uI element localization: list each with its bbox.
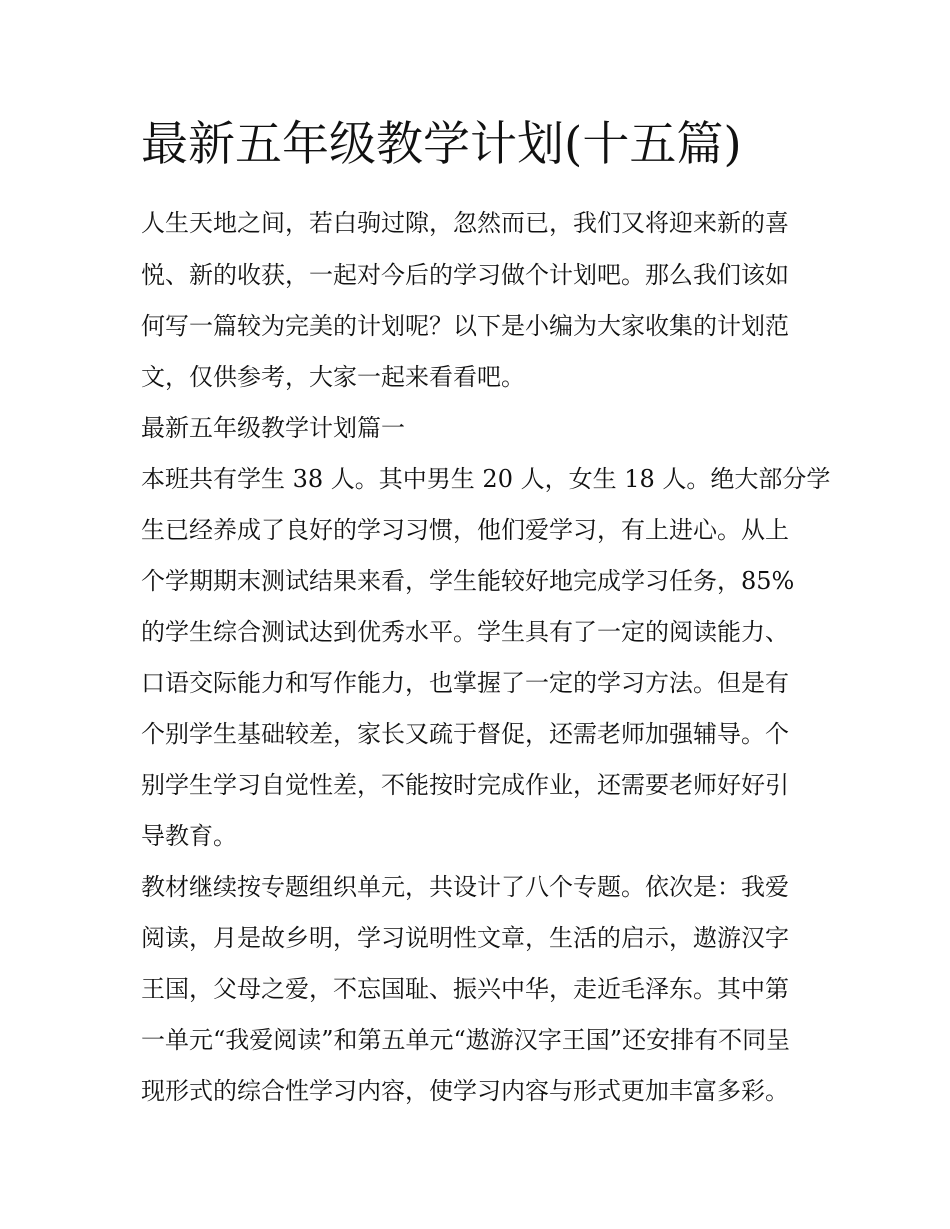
- body-line-10: 阅读，月是故乡明，学习说明性文章，生活的启示，遨游汉字: [141, 924, 789, 952]
- body-line-4: 的学生综合测试达到优秀水平。学生具有了一定的阅读能力、: [141, 618, 789, 646]
- section-heading: 最新五年级教学计划篇一: [141, 414, 405, 442]
- body-line-7: 别学生学习自觉性差，不能按时完成作业，还需要老师好好引: [141, 771, 789, 799]
- body-line-3: 个学期期末测试结果来看，学生能较好地完成学习任务，85%: [141, 567, 795, 595]
- body-line-8: 导教育。: [141, 822, 237, 850]
- body-line-13: 现形式的综合性学习内容，使学习内容与形式更加丰富多彩。: [141, 1077, 789, 1105]
- body-line-11: 王国，父母之爱，不忘国耻、振兴中华，走近毛泽东。其中第: [141, 975, 789, 1003]
- document-title: 最新五年级教学计划(十五篇): [141, 117, 742, 172]
- body-line-5: 口语交际能力和写作能力，也掌握了一定的学习方法。但是有: [141, 669, 789, 697]
- intro-line-3: 何写一篇较为完美的计划呢？以下是小编为大家收集的计划范: [141, 312, 789, 340]
- body-line-6: 个别学生基础较差，家长又疏于督促，还需老师加强辅导。个: [141, 720, 789, 748]
- body-line-1: 本班共有学生 38 人。其中男生 20 人，女生 18 人。绝大部分学: [141, 465, 831, 493]
- intro-line-1: 人生天地之间，若白驹过隙，忽然而已，我们又将迎来新的喜: [141, 209, 789, 237]
- intro-line-2: 悦、新的收获，一起对今后的学习做个计划吧。那么我们该如: [141, 261, 789, 289]
- body-line-2: 生已经养成了良好的学习习惯，他们爱学习，有上进心。从上: [141, 516, 789, 544]
- body-line-9: 教材继续按专题组织单元，共设计了八个专题。依次是：我爱: [141, 873, 789, 901]
- body-line-12: 一单元“我爱阅读”和第五单元“遨游汉字王国”还安排有不同呈: [141, 1026, 791, 1054]
- intro-line-4: 文，仅供参考，大家一起来看看吧。: [141, 363, 525, 391]
